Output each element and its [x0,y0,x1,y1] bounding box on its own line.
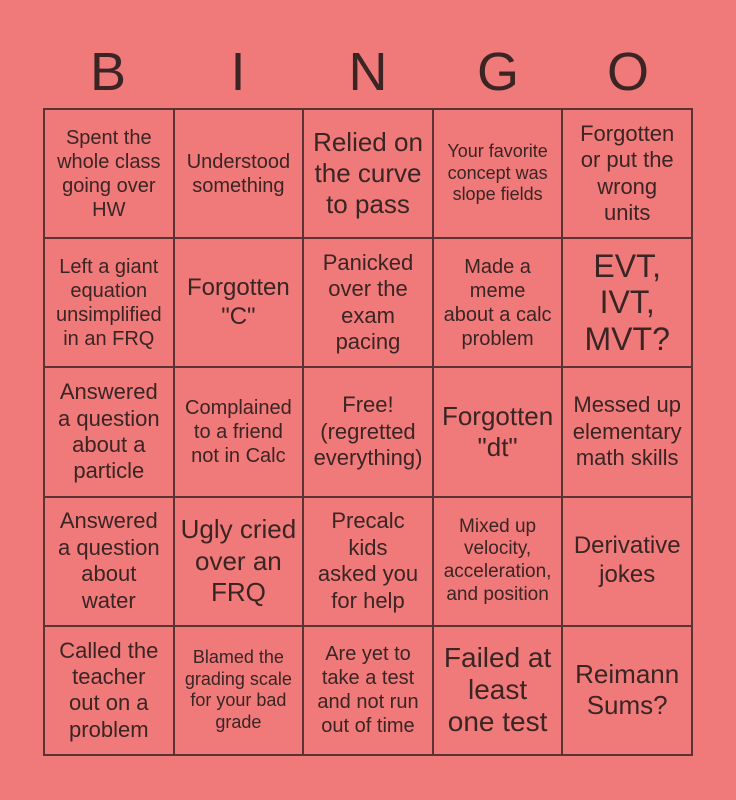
cell-text: Failed at least one test [443,642,552,738]
bingo-cell[interactable] [44,238,174,367]
cell-text: Answered a question about water [58,508,160,613]
header-letter-n: N [348,42,388,102]
bingo-cell[interactable] [562,109,692,238]
bingo-cell[interactable] [562,367,692,496]
header-letter-o: O [606,42,649,102]
cell-text: Understood something [186,150,291,197]
bingo-cell[interactable] [562,497,692,626]
cell-text: Free! (regretted everything) [313,392,423,471]
cell-text: Are yet to take a test and not run out of time [317,643,419,738]
cell-text: Made a meme about a calc problem [443,255,552,350]
cell-text: Messed up elementary math skills [572,392,682,471]
bingo-cell[interactable] [433,109,563,238]
bingo-cell[interactable] [433,497,563,626]
cell-text: Precalc kids asked you for help [317,508,419,613]
bingo-cell[interactable] [433,626,563,755]
bingo-board [43,108,693,756]
cell-text: Answered a question about a particle [58,379,160,484]
bingo-cell[interactable] [174,497,304,626]
cell-text: Complained to a friend not in Calc [185,396,292,467]
header-letter-g: G [476,42,519,102]
cell-text: Relied on the curve to pass [313,126,423,220]
cell-text: Ugly cried over an FRQ [180,514,297,607]
bingo-cell[interactable] [174,626,304,755]
cell-text: Your favorite concept was slope fields [447,141,548,205]
bingo-cell[interactable] [174,367,304,496]
cell-text: Forgotten "C" [187,273,290,330]
cell-text: Forgotten "dt" [441,400,554,462]
header-letter-i: I [230,42,246,102]
cell-text: Reimann Sums? [575,659,680,721]
header-letter-b: B [89,42,127,102]
cell-text: Derivative jokes [573,532,681,589]
bingo-cell[interactable] [433,238,563,367]
bingo-cell[interactable] [303,109,433,238]
bingo-cell[interactable] [174,238,304,367]
cell-text: EVT, IVT, MVT? [584,247,670,358]
bingo-cell[interactable] [303,626,433,755]
bingo-cell[interactable] [433,367,563,496]
bingo-header [43,40,693,104]
cell-text: Forgotten or put the wrong units [580,120,675,225]
bingo-cell[interactable] [562,238,692,367]
cell-text: Blamed the grading scale for your bad grade [184,647,292,732]
cell-text: Left a giant equation unsimplified in an FRQ [55,255,162,350]
cell-text: Spent the whole class going over HW [57,126,161,221]
bingo-cell[interactable] [562,626,692,755]
bingo-cell[interactable] [44,367,174,496]
cell-text: Panicked over the exam pacing [322,250,414,355]
bingo-cell[interactable] [44,626,174,755]
cell-text: Mixed up velocity, acceleration, and position [443,515,552,605]
bingo-cell[interactable] [303,238,433,367]
cell-text: Called the teacher out on a problem [59,637,159,742]
bingo-cell[interactable] [44,497,174,626]
bingo-cell[interactable] [174,109,304,238]
bingo-cell[interactable] [44,109,174,238]
bingo-cell[interactable] [303,497,433,626]
free-space-cell[interactable] [303,367,433,496]
